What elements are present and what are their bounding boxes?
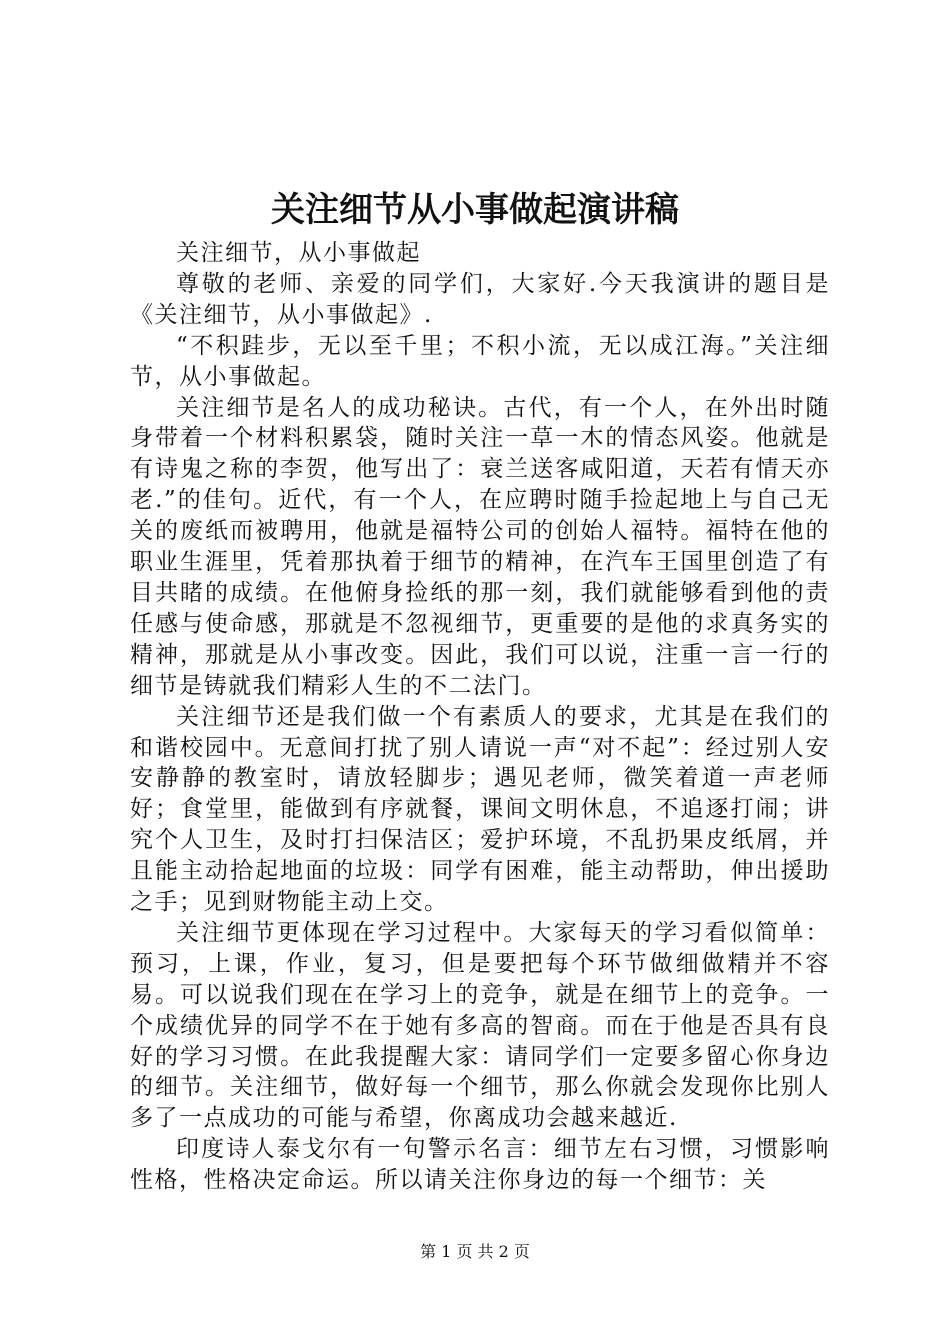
paragraph-tagore: 印度诗人泰戈尔有一句警示名言：细节左右习惯，习惯影响性格，性格决定命运。所以请关注你身边的每一个细节：关 — [130, 1136, 830, 1194]
document-body — [130, 238, 830, 1196]
paragraph-quote: “不积跬步，无以至千里；不积小流，无以成江海。”关注细节，从小事做起。 — [130, 332, 830, 390]
paragraph-subtitle: 关注细节，从小事做起 — [176, 240, 421, 266]
page-footer: 第 1 页 共 2 页 — [420, 1242, 530, 1261]
paragraph-study: 关注细节更体现在学习过程中。大家每天的学习看似简单：预习，上课，作业，复习，但是要把每个环节做细做精并不容易。可以说我们现在在学习上的竞争，就是在细节上的竞争。一个成绩优异的同学不在于她有多高的智商。而在于他是否具有良好的学习习惯。在此我提醒大家：请同学们一定要多留心你身边的细节。关注细节，做好每一个细节，那么你就会发现你比别人多了一点成功的可能与希望，你离成功会越来越近. — [130, 919, 830, 1132]
paragraph-campus: 关注细节还是我们做一个有素质人的要求，尤其是在我们的和谐校园中。无意间打扰了别人请说一声“对不起”：经过别人安安静静的教室时，请放轻脚步；遇见老师，微笑着道一声老师好；食堂里，能做到有序就餐，课间文明休息，不追逐打闹；讲究个人卫生，及时打扫保洁区；爱护环境，不乱扔果皮纸屑，并且能主动拾起地面的垃圾：同学有困难，能主动帮助，伸出援助之手；见到财物能主动上交。 — [130, 703, 830, 916]
document-title: 关注细节从小事做起演讲稿 — [271, 190, 679, 230]
paragraph-celebrities: 关注细节是名人的成功秘诀。古代，有一个人，在外出时随身带着一个材料积累袋，随时关注一草一木的情态风姿。他就是有诗鬼之称的李贺，他写出了：衰兰送客咸阳道，天若有情天亦老.”的佳句。近代，有一个人，在应聘时随手捡起地上与自己无关的废纸而被聘用，他就是福特公司的创始人福特。福特在他的职业生涯里，凭着那执着于细节的精神，在汽车王国里创造了有目共睹的成绩。在他俯身捡纸的那一刻，我们就能够看到他的责任感与使命感，那就是不忽视细节，更重要的是他的求真务实的精神，那就是从小事改变。因此，我们可以说，注重一言一行的细节是铸就我们精彩人生的不二法门。 — [130, 394, 830, 699]
paragraph-greeting: 尊敬的老师、亲爱的同学们，大家好.今天我演讲的题目是《关注细节，从小事做起》. — [130, 270, 830, 328]
